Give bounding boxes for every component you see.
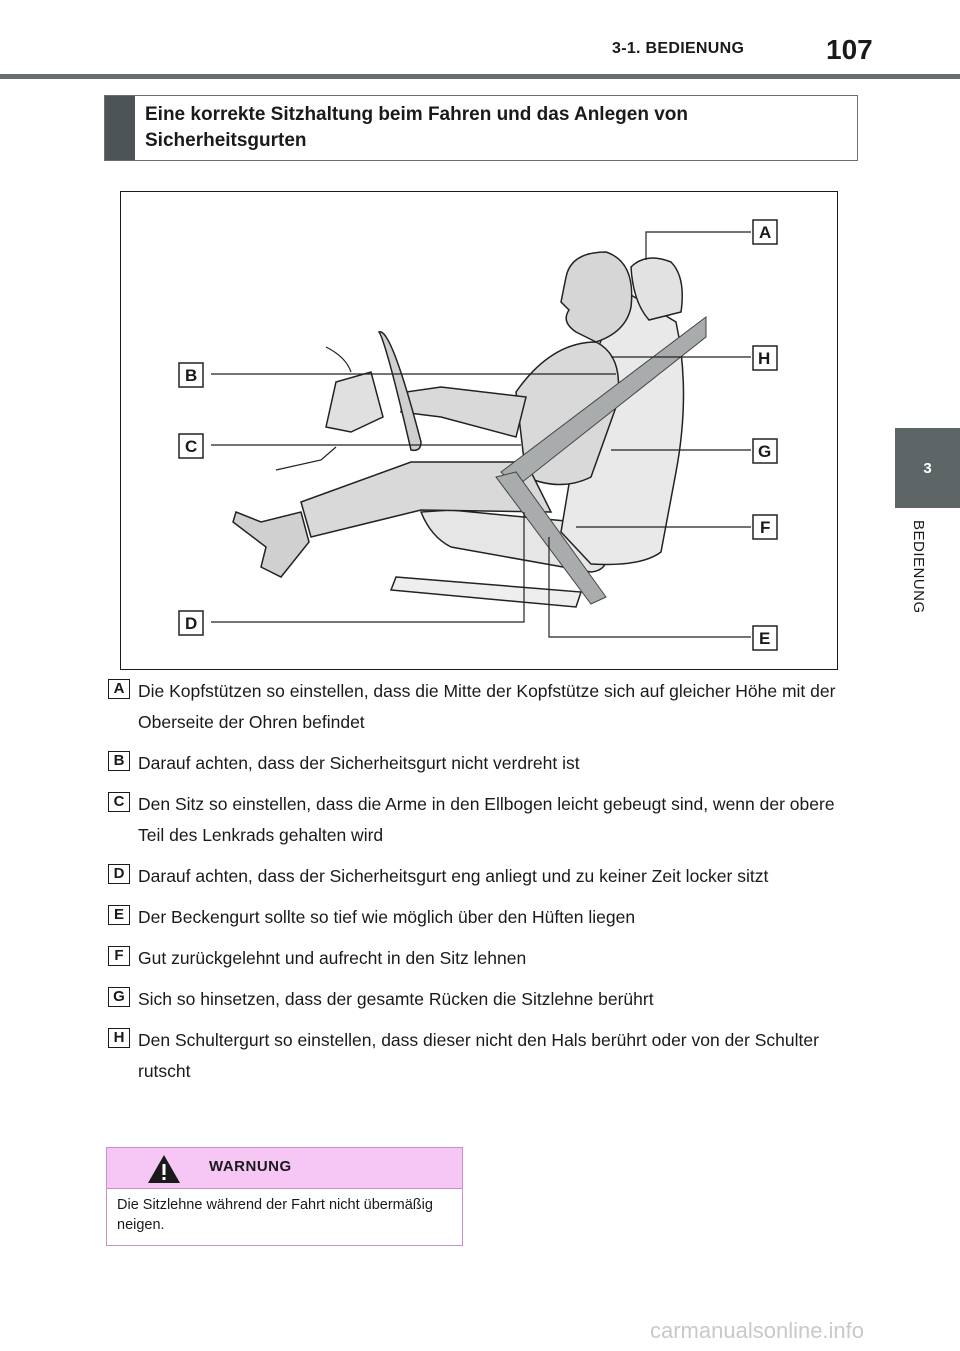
callout-g: G (758, 442, 772, 461)
section-marker (105, 96, 135, 160)
list-item (108, 943, 848, 974)
item-text: Darauf achten, dass der Sicherheitsgurt eng anliegt und zu keiner Zeit locker sitzt (138, 866, 769, 886)
instruction-list (108, 676, 848, 1097)
callout-h: H (758, 349, 771, 368)
section-title: Eine korrekte Sitzhaltung beim Fahren und das Anlegen von Sicherheitsgurten (145, 104, 688, 151)
list-item (108, 789, 848, 851)
chapter-tab[interactable]: 3 (895, 428, 960, 508)
header-section: 3-1. BEDIENUNG (612, 40, 745, 57)
item-text: Den Sitz so einstellen, dass die Arme in den Ellbogen leicht gebeugt sind, wenn der obere Teil des Lenkrads gehalten wird (138, 794, 835, 845)
callout-c: C (185, 437, 198, 456)
chapter-label: BEDIENUNG (910, 520, 927, 614)
callout-a: A (759, 223, 772, 242)
list-item (108, 902, 848, 933)
item-badge: H (108, 1028, 130, 1048)
list-item (108, 861, 848, 892)
dashboard (326, 372, 383, 432)
foot (233, 512, 309, 577)
item-text: Darauf achten, dass der Sicherheitsgurt nicht verdreht ist (138, 753, 580, 773)
arm (401, 387, 526, 437)
seating-figure (120, 191, 838, 670)
item-text: Sich so hinsetzen, dass der gesamte Rücken die Sitzlehne berührt (138, 989, 654, 1009)
item-text: Den Schultergurt so einstellen, dass dieser nicht den Hals berührt oder von der Schulter rutscht (138, 1030, 819, 1081)
list-item (108, 748, 848, 779)
item-badge: A (108, 679, 130, 699)
warning-box (106, 1147, 463, 1246)
list-item (108, 1025, 848, 1087)
item-text: Der Beckengurt sollte so tief wie möglich über den Hüften liegen (138, 907, 636, 927)
page-number: 107 (826, 34, 873, 65)
item-badge: D (108, 864, 130, 884)
header-rule (0, 74, 960, 79)
item-badge: B (108, 751, 130, 771)
callout-f: F (760, 518, 771, 537)
item-badge: G (108, 987, 130, 1007)
callout-d: D (185, 614, 198, 633)
seating-illustration (121, 192, 837, 669)
watermark: carmanualsonline.info (650, 1318, 865, 1343)
warning-header (107, 1148, 462, 1189)
section-title-box (104, 95, 858, 161)
callout-b: B (185, 366, 198, 385)
floor-line (276, 447, 336, 470)
warning-title: WARNUNG (209, 1158, 292, 1175)
seat-rail (391, 577, 581, 607)
item-badge: F (108, 946, 130, 966)
item-badge: E (108, 905, 130, 925)
list-item (108, 984, 848, 1015)
item-text: Die Kopfstützen so einstellen, dass die Mitte der Kopfstütze sich auf gleicher Höhe mit der Oberseite der Ohren befindet (138, 681, 836, 732)
callout-e: E (759, 629, 771, 648)
item-badge: C (108, 792, 130, 812)
item-text: Gut zurückgelehnt und aufrecht in den Sitz lehnen (138, 948, 527, 968)
warning-icon (147, 1154, 181, 1184)
warning-text: Die Sitzlehne während der Fahrt nicht übermäßig neigen. (117, 1197, 433, 1233)
dashboard-line (326, 347, 351, 372)
list-item (108, 676, 848, 738)
